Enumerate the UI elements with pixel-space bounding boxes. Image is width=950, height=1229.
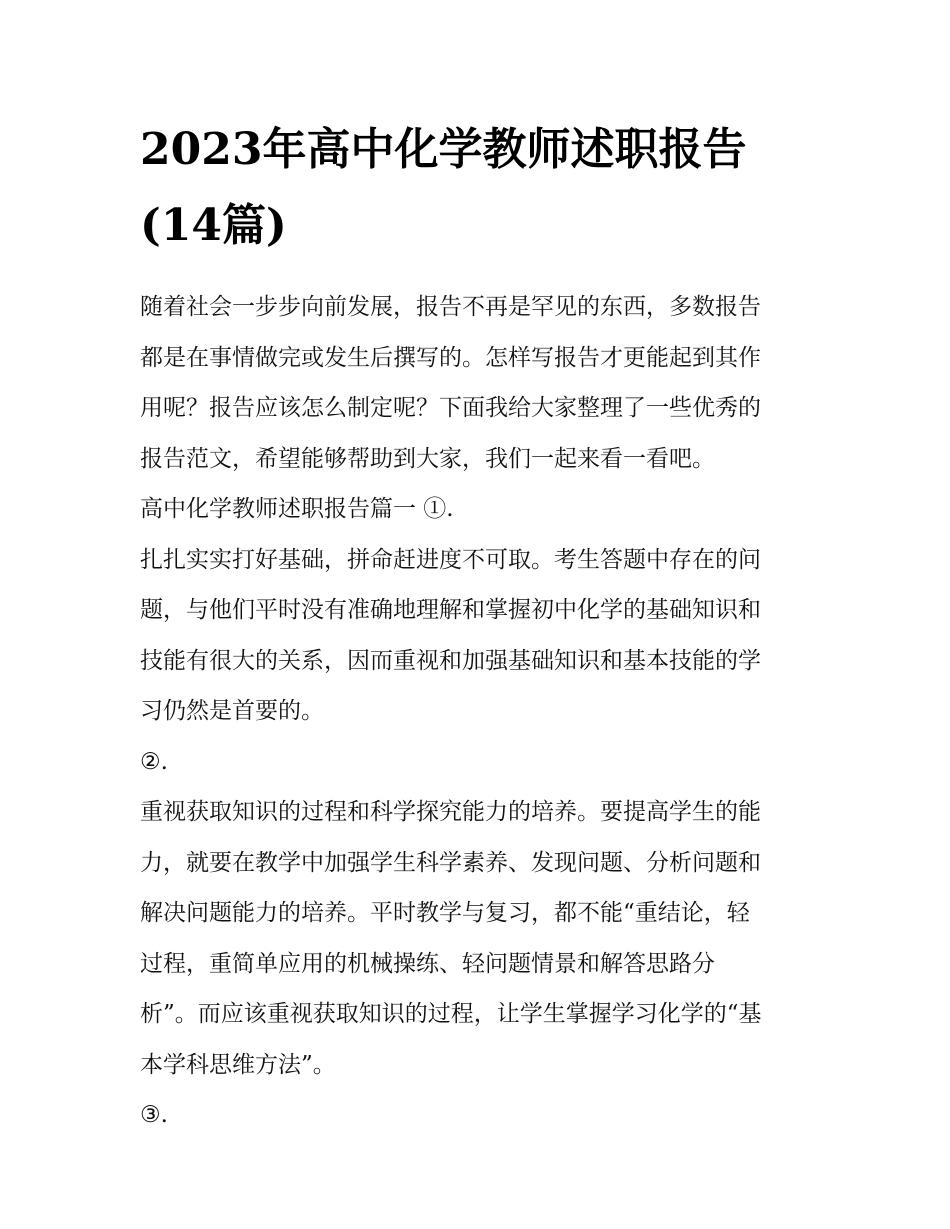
text-line: 题，与他们平时没有准确地理解和掌握初中化学的基础知识和 [140,597,761,623]
text-line: 本学科思维方法”。 [140,1051,336,1078]
text-line: 扎扎实实打好基础，拼命赶进度不可取。考生答题中存在的问 [140,546,761,573]
point-2-paragraph [140,787,812,1090]
text-line: 解决问题能力的培养。平时教学与复习，都不能“重结论，轻 [140,900,750,926]
text-line: 过程，重简单应用的机械操练、轻问题情景和解答思路分 [140,950,715,977]
title-line: (14篇) [140,200,287,251]
point-3-marker: ③. [140,1102,168,1128]
intro-paragraph [140,282,812,484]
text-line: 力，就要在教学中加强学生科学素养、发现问题、分析问题和 [140,849,761,876]
text-line: 技能有很大的关系，因而重视和加强基础知识和基本技能的学 [140,647,761,674]
point-1-paragraph [140,535,812,737]
document-body [140,112,812,1141]
section-heading: 高中化学教师述职报告篇一 ①. [140,496,454,522]
text-line: 报告范文，希望能够帮助到大家，我们一起来看一看吧。 [140,445,715,472]
text-line: 习仍然是首要的。 [140,698,324,724]
title-line: 2023年高中化学教师述职报告 [140,124,747,175]
text-line: 都是在事情做完或发生后撰写的。怎样写报告才更能起到其作 [140,344,761,371]
text-line: 用呢？报告应该怎么制定呢？下面我给大家整理了一些优秀的 [140,395,761,421]
text-line: 重视获取知识的过程和科学探究能力的培养。要提高学生的能 [140,799,761,825]
document-title [140,112,812,264]
text-line: 随着社会一步步向前发展，报告不再是罕见的东西，多数报告 [140,294,761,320]
point-2-marker: ②. [140,748,168,775]
text-line: 析”。而应该重视获取知识的过程，让学生掌握学习化学的“基 [140,1001,762,1027]
